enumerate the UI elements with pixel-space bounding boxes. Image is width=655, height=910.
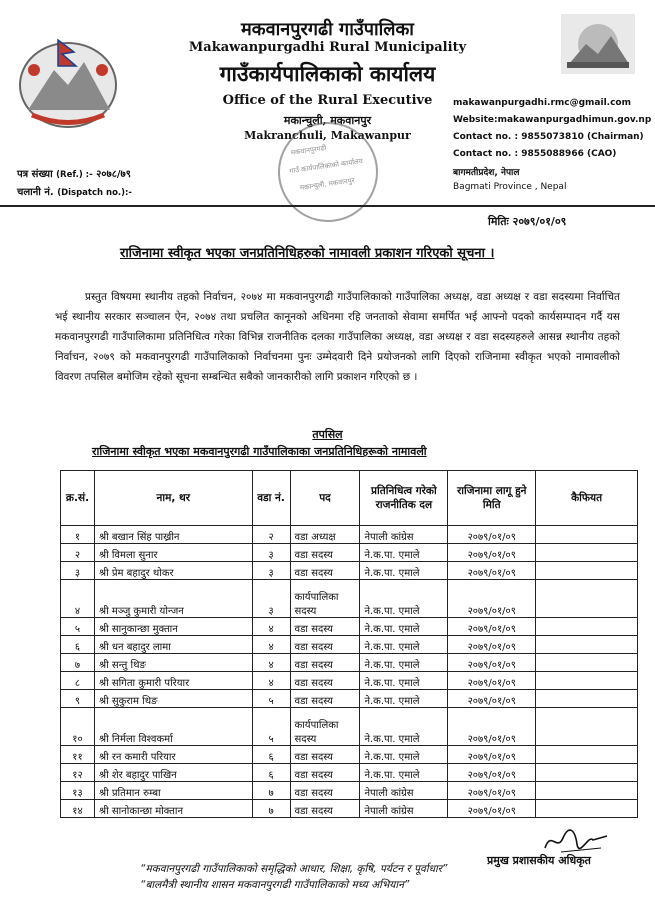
signatory-title: प्रमुख प्रशासकीय अधिकृत	[487, 854, 591, 867]
cell-name: श्री निर्मला विश्वकर्मा	[94, 708, 252, 746]
cell-ward: ४	[252, 636, 290, 654]
cell-sn: ८	[61, 672, 95, 690]
office-name-np: गाउँकार्यपालिकाको कार्यालय	[219, 61, 436, 86]
cell-date: २०७९/०१/०९	[448, 562, 536, 580]
place-np: मकान्चुली, मकवानपुर	[283, 114, 372, 127]
contact-website: Website:makawanpurgadhimun.gov.np	[453, 115, 652, 125]
cell-date: २०७९/०१/०९	[448, 618, 536, 636]
cell-party: ने.क.पा. एमाले	[360, 654, 448, 672]
cell-sn: १४	[61, 800, 95, 818]
cell-post: वडा सदस्य	[290, 618, 360, 636]
signature	[541, 826, 611, 856]
cell-remarks	[536, 800, 638, 818]
cell-sn: २	[61, 544, 95, 562]
cell-post: कार्यपालिका सदस्य	[290, 580, 360, 618]
cell-post: कार्यपालिका सदस्य	[290, 708, 360, 746]
cell-sn: ३	[61, 562, 95, 580]
cell-remarks	[536, 746, 638, 764]
cell-sn: १२	[61, 764, 95, 782]
table-row	[61, 782, 638, 800]
ref-label-en: (Ref.) :-	[56, 170, 93, 180]
cell-sn: १३	[61, 782, 95, 800]
cell-date: २०७९/०१/०९	[448, 746, 536, 764]
cell-post: वडा सदस्य	[290, 782, 360, 800]
cell-remarks	[536, 526, 638, 544]
cell-sn: ७	[61, 654, 95, 672]
cell-party: ने.क.पा. एमाले	[360, 708, 448, 746]
footer-slogan-2: “बालमैत्री स्थानीय शासन मकवानपुरगढी गाउँपालिकाको मध्य अभियान”	[140, 879, 410, 891]
cell-name: श्री सानुकान्छा मुक्तान	[94, 618, 252, 636]
cell-name: श्री शेर बहादुर पाखिन	[94, 764, 252, 782]
cell-name: श्री प्रतिमान रुम्बा	[94, 782, 252, 800]
cell-party: नेपाली कांग्रेस	[360, 782, 448, 800]
cell-sn: ६	[61, 636, 95, 654]
notice-body	[55, 287, 620, 387]
cell-party: ने.क.पा. एमाले	[360, 618, 448, 636]
table-row	[61, 654, 638, 672]
cell-name: श्री प्रेम बहादुर थोकर	[94, 562, 252, 580]
cell-date: २०७९/०१/०९	[448, 690, 536, 708]
municipality-name-np: मकवानपुरगढी गाउँपालिका	[241, 19, 414, 40]
ref-number	[17, 166, 131, 180]
cell-remarks	[536, 544, 638, 562]
table-row	[61, 544, 638, 562]
cell-post: वडा सदस्य	[290, 800, 360, 818]
cell-name: श्री सन्तु थिङ	[94, 654, 252, 672]
cell-party: नेपाली कांग्रेस	[360, 800, 448, 818]
cell-post: वडा सदस्य	[290, 544, 360, 562]
cell-remarks	[536, 580, 638, 618]
cell-ward: ५	[252, 708, 290, 746]
cell-ward: ४	[252, 654, 290, 672]
footer-slogan-1: “मकवानपुरगढी गाउँपालिकाको समृद्धिको आधार, शिक्षा, कृषि, पर्यटन र पूर्वाधार”	[140, 863, 448, 875]
letter-date: मितिः २०७९/०१/०९	[488, 215, 567, 228]
table-row	[61, 618, 638, 636]
cell-ward: ३	[252, 580, 290, 618]
col-header-name: नाम, थर	[94, 471, 252, 526]
table-row	[61, 764, 638, 782]
cell-sn: ४	[61, 580, 95, 618]
cell-date: २०७९/०१/०९	[448, 544, 536, 562]
notice-title: राजिनामा स्वीकृत भएका जनप्रतिनिधिहरुको नामावली प्रकाशन गरिएको सूचना ।	[120, 246, 495, 261]
cell-party: ने.क.पा. एमाले	[360, 746, 448, 764]
cell-date: २०७९/०१/०९	[448, 764, 536, 782]
cell-post: वडा सदस्य	[290, 672, 360, 690]
province-np: बागमतीप्रदेश, नेपाल	[453, 168, 520, 178]
cell-date: २०७९/०१/०९	[448, 782, 536, 800]
cell-ward: ७	[252, 782, 290, 800]
cell-party: नेपाली कांग्रेस	[360, 526, 448, 544]
cell-post: वडा सदस्य	[290, 690, 360, 708]
cell-party: ने.क.पा. एमाले	[360, 672, 448, 690]
cell-remarks	[536, 654, 638, 672]
office-name-en: Office of the Rural Executive	[222, 93, 433, 108]
cell-remarks	[536, 618, 638, 636]
col-header-sn: क्र.सं.	[61, 471, 95, 526]
cell-party: ने.क.पा. एमाले	[360, 580, 448, 618]
table-row	[61, 708, 638, 746]
cell-remarks	[536, 782, 638, 800]
cell-date: २०७९/०१/०९	[448, 708, 536, 746]
table-row	[61, 672, 638, 690]
cell-date: २०७९/०१/०९	[448, 580, 536, 618]
notice-paragraph: प्रस्तुत विषयमा स्थानीय तहको निर्वाचन, २०७४ मा मकवानपुरगढी गाउँपालिकाको गाउँपालिका अध्यक्ष, वडा अध्यक्ष र वडा सदस्यमा निर्वाचित भई स्थानीय सरकार सञ्चालन ऐन, २०७४ तथा प्रचलित कानूनको अधिनमा रहि जनताको सेवामा समर्पित भई आफ्नो पदको कार्यसम्पादन गर्दै यस मकवानपुरगढी गाउँपालिकामा प्रतिनिधित्व गरेका विभिन्न राजनीतिक दलका गाउँपालिका अध्यक्ष, वडा अध्यक्ष र वडा सदस्यहरुले आसन्न स्थानीय तहको निर्वाचन, २०७९ को मकवानपुरगढी गाउँपालिकाको निर्वाचनमा पुनः उम्मेदवारी दिने प्रयोजनको लागि दिएको राजिनामा स्वीकृत भएको नामावलीको विवरण तपसिल बमोजिम रहेको सूचना सम्बन्धित सबैको जानकारीको लागि प्रकाशन गरिएको छ ।	[55, 291, 620, 383]
table-row	[61, 636, 638, 654]
table-row	[61, 562, 638, 580]
cell-name: श्री सगिता कुमारी परियार	[94, 672, 252, 690]
cell-date: २०७९/०१/०९	[448, 654, 536, 672]
representatives-table	[60, 470, 638, 818]
cell-ward: ३	[252, 562, 290, 580]
col-header-party: प्रतिनिधित्व गरेको राजनीतिक दल	[360, 471, 448, 526]
cell-post: वडा अध्यक्ष	[290, 526, 360, 544]
table-row	[61, 580, 638, 618]
dispatch-label: चलानी नं.	[17, 187, 54, 198]
cell-name: श्री धन बहादुर लामा	[94, 636, 252, 654]
table-header-row	[61, 471, 638, 526]
table-row	[61, 526, 638, 544]
place-en: Makranchuli, Makawanpur	[244, 129, 411, 142]
cell-ward: ६	[252, 764, 290, 782]
dispatch-label-en: (Dispatch no.):-	[57, 188, 132, 198]
cell-sn: ९	[61, 690, 95, 708]
table-row	[61, 746, 638, 764]
annex-heading: तपसिल	[312, 428, 343, 441]
contact-phone-chairman: Contact no. : 9855073810 (Chairman)	[453, 132, 644, 142]
cell-remarks	[536, 672, 638, 690]
col-header-ward: वडा नं.	[252, 471, 290, 526]
cell-remarks	[536, 708, 638, 746]
table-row	[61, 690, 638, 708]
cell-party: ने.क.पा. एमाले	[360, 544, 448, 562]
cell-ward: ४	[252, 672, 290, 690]
cell-remarks	[536, 690, 638, 708]
cell-ward: ६	[252, 746, 290, 764]
cell-ward: ५	[252, 690, 290, 708]
cell-post: वडा सदस्य	[290, 654, 360, 672]
ref-value: २०७८/७९	[96, 169, 131, 180]
contact-email: makawanpurgadhi.rmc@gmail.com	[453, 98, 631, 108]
cell-name: श्री बखान सिंह पाख्रीन	[94, 526, 252, 544]
cell-party: ने.क.पा. एमाले	[360, 764, 448, 782]
cell-ward: ३	[252, 544, 290, 562]
cell-post: वडा सदस्य	[290, 746, 360, 764]
cell-party: ने.क.पा. एमाले	[360, 636, 448, 654]
municipality-name-en: Makawanpurgadhi Rural Municipality	[188, 40, 467, 55]
cell-ward: २	[252, 526, 290, 544]
cell-post: वडा सदस्य	[290, 636, 360, 654]
cell-sn: ११	[61, 746, 95, 764]
cell-remarks	[536, 562, 638, 580]
cell-date: २०७९/०१/०९	[448, 672, 536, 690]
cell-party: ने.क.पा. एमाले	[360, 690, 448, 708]
cell-date: २०७९/०१/०९	[448, 800, 536, 818]
cell-party: ने.क.पा. एमाले	[360, 562, 448, 580]
cell-name: श्री सानोकान्छा मोक्तान	[94, 800, 252, 818]
dispatch-number	[17, 184, 132, 198]
office-stamp: मकवानपुरगढी गाउँ कार्यपालिकाको कार्यालय मकान्चुली, मकवानपुर	[272, 116, 385, 229]
cell-remarks	[536, 636, 638, 654]
cell-name: श्री विमला सुनार	[94, 544, 252, 562]
cell-ward: ७	[252, 800, 290, 818]
cell-name: श्री मञ्जु कुमारी योन्जन	[94, 580, 252, 618]
header-rule	[0, 205, 655, 207]
table-row	[61, 800, 638, 818]
col-header-post: पद	[290, 471, 360, 526]
cell-name: श्री सुकुराम थिङ	[94, 690, 252, 708]
cell-date: २०७९/०१/०९	[448, 636, 536, 654]
cell-sn: १	[61, 526, 95, 544]
cell-post: वडा सदस्य	[290, 562, 360, 580]
contact-phone-cao: Contact no. : 9855088966 (CAO)	[453, 149, 617, 159]
ref-label: पत्र संख्या	[17, 169, 53, 180]
cell-date: २०७९/०१/०९	[448, 526, 536, 544]
cell-remarks	[536, 764, 638, 782]
cell-ward: ४	[252, 618, 290, 636]
cell-sn: १०	[61, 708, 95, 746]
province-en: Bagmati Province , Nepal	[453, 182, 567, 192]
cell-name: श्री रन कमारी परियार	[94, 746, 252, 764]
col-header-remarks: कैफियत	[536, 471, 638, 526]
cell-post: वडा सदस्य	[290, 764, 360, 782]
col-header-date: राजिनामा लागू हुने मिति	[448, 471, 536, 526]
list-heading: राजिनामा स्वीकृत भएका मकवानपुरगढी गाउँपालिकाका जनप्रतिनिधिहरूको नामावली	[92, 445, 427, 458]
cell-sn: ५	[61, 618, 95, 636]
